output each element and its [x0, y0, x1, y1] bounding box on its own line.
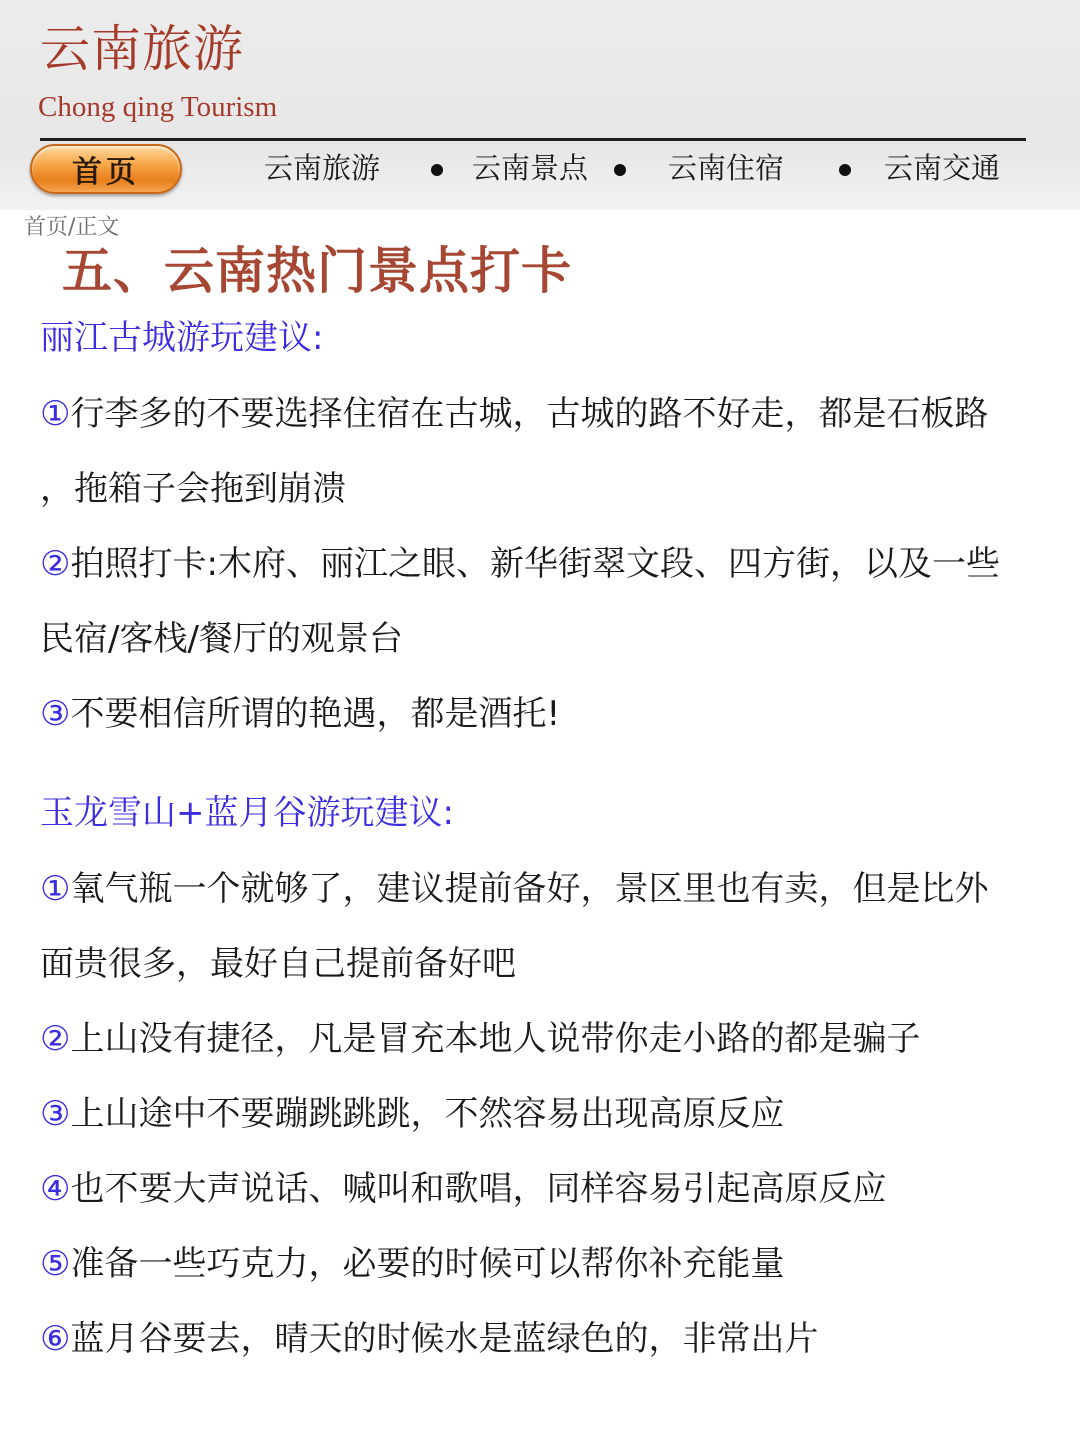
nav-bullet-icon — [431, 164, 443, 176]
section-title: 五、云南热门景点打卡 — [62, 242, 572, 300]
tip-number: ③ — [40, 694, 71, 734]
tip-line — [40, 616, 403, 662]
tip-text: 也不要大声说话、喊叫和歌唱，同样容易引起高原反应 — [70, 1169, 887, 1209]
tip-line — [40, 941, 516, 987]
site-header — [0, 0, 1080, 210]
header-divider — [40, 138, 1026, 141]
tip-text: ，拖箱子会拖到崩溃 — [40, 469, 346, 509]
tip-line — [40, 1241, 784, 1287]
tip-text: 民宿/客栈/餐厅的观景台 — [40, 619, 403, 659]
site-subtitle: Chong qing Tourism — [38, 91, 278, 123]
tip-line — [40, 691, 560, 737]
nav-item-yunnan-lodging[interactable]: 云南住宿 — [668, 151, 785, 185]
tip-text: 行李多的不要选择住宿在古城，古城的路不好走，都是石板路 — [70, 394, 989, 434]
tip-line — [40, 391, 988, 437]
site-title: 云南旅游 — [40, 20, 244, 78]
tip-text: 面贵很多，最好自己提前备好吧 — [40, 944, 516, 984]
tip-number: ⑤ — [40, 1244, 71, 1284]
tip-text: 准备一些巧克力，必要的时候可以帮你补充能量 — [70, 1244, 785, 1284]
tip-line — [40, 1316, 818, 1362]
tip-line — [40, 1016, 920, 1062]
tip-text: 氧气瓶一个就够了，建议提前备好，景区里也有卖，但是比外 — [70, 869, 989, 909]
nav-item-yunnan-sights[interactable]: 云南景点 — [472, 151, 589, 185]
nav-home-button[interactable] — [30, 144, 182, 194]
tip-line — [40, 1091, 784, 1137]
tip-number: ④ — [40, 1169, 71, 1209]
tip-text: 上山没有捷径，凡是冒充本地人说带你走小路的都是骗子 — [70, 1019, 921, 1059]
tip-line — [40, 466, 346, 512]
tip-text: 拍照打卡:木府、丽江之眼、新华街翠文段、四方街，以及一些 — [70, 544, 1000, 584]
tip-number: ⑥ — [40, 1319, 71, 1359]
tip-number: ② — [40, 544, 71, 584]
tip-number: ① — [40, 869, 71, 909]
tip-text: 不要相信所谓的艳遇，都是酒托! — [70, 694, 561, 734]
group-title-jade-dragon: 玉龙雪山+蓝月谷游玩建议: — [40, 793, 454, 833]
tip-line — [40, 866, 988, 912]
nav-bullet-icon — [614, 164, 626, 176]
tip-number: ① — [40, 394, 71, 434]
tip-line — [40, 1166, 886, 1212]
tip-text: 蓝月谷要去，晴天的时候水是蓝绿色的，非常出片 — [70, 1319, 819, 1359]
nav-item-yunnan-travel[interactable]: 云南旅游 — [264, 151, 381, 185]
group-title-lijiang: 丽江古城游玩建议: — [40, 318, 324, 358]
tip-line — [40, 541, 1000, 587]
tip-number: ② — [40, 1019, 71, 1059]
tip-number: ③ — [40, 1094, 71, 1134]
tip-text: 上山途中不要蹦跳跳跳，不然容易出现高原反应 — [70, 1094, 785, 1134]
nav-home-label: 首页 — [72, 155, 140, 190]
nav-item-yunnan-transport[interactable]: 云南交通 — [884, 151, 1001, 185]
nav-bullet-icon — [839, 164, 851, 176]
breadcrumb[interactable]: 首页/正文 — [24, 215, 120, 240]
